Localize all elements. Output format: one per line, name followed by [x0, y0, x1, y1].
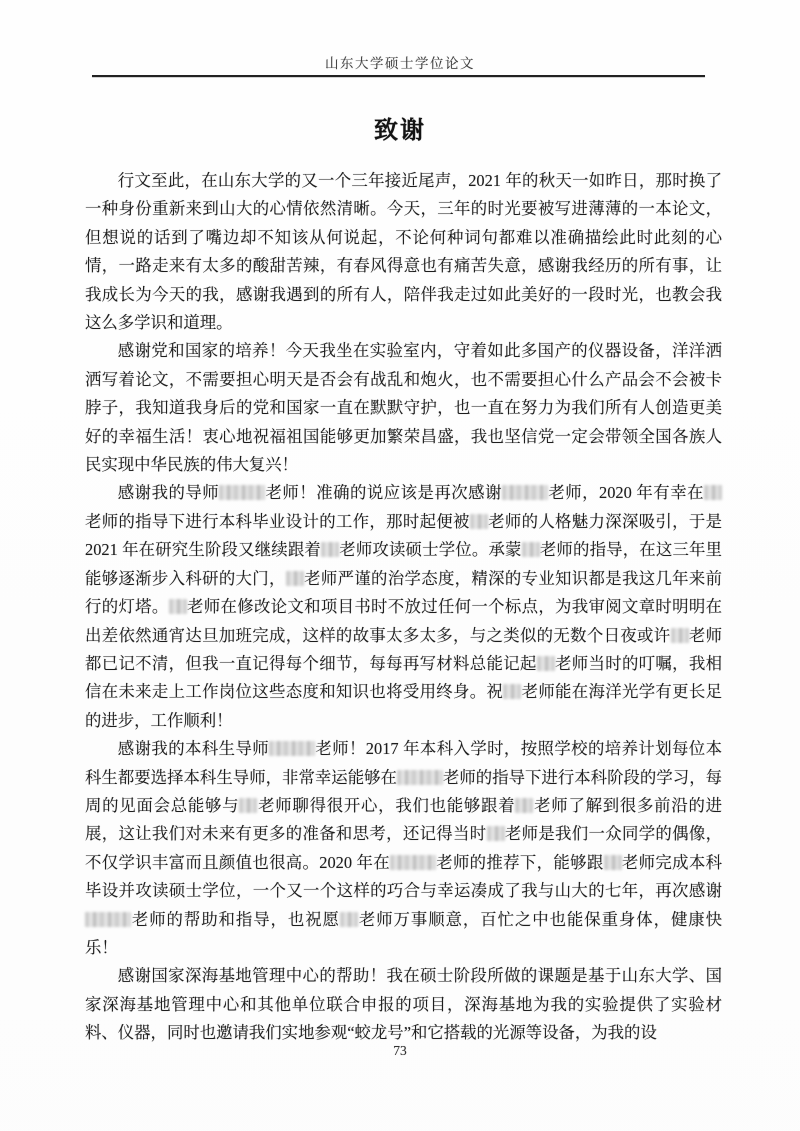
running-header-title: 山东大学硕士学位论文: [325, 56, 475, 71]
redacted-name-block: [397, 770, 443, 785]
redacted-name-block: [515, 798, 533, 813]
redacted-name-block: [487, 826, 505, 841]
paragraph: 感谢我的导师 老师！准确的说应该是再次感谢 老师，2020 年有幸在老师的指导下进行本科毕业设计的工作，那时起便被 老师的人格魅力深深吸引，于是 2021 年在研究生阶段又继续跟着 老师攻读硕士学位。承蒙 老师的指导，在这三年里能够逐渐步入科研的大门， 老师严谨的治学态度，精深的专业知识都是我这几年来前行的灯塔。 老师在修改论文和项目书时不放过任何一个标点，为我审阅文章时明明在出差依然通宵达旦加班完成，这样的故事太多太多，与之类似的无数个日夜或许 老师都已记不清，但我一直记得每个细节，每每再写材料总能记起 老师当时的叮嘱，我相信在未来走上工作岗位这些态度和知识也将受用终身。祝 老师能在海洋光学有更长足的进步，工作顺利！: [85, 483, 723, 730]
redacted-name-block: [239, 798, 257, 813]
redacted-name-block: [390, 855, 436, 870]
paragraph: 感谢国家深海基地管理中心的帮助！我在硕士阶段所做的课题是基于山东大学、国家深海基地管理中心和其他单位联合申报的项目，深海基地为我的实验提供了实验材料、仪器，同时也邀请我们实地参观“蛟龙号”和它搭载的光源等设备，为我的设: [85, 966, 722, 1043]
acknowledgement-body: [85, 167, 722, 1048]
redacted-name-block: [286, 571, 304, 586]
paragraph: 行文至此，在山东大学的又一个三年接近尾声，2021 年的秋天一如昨日，那时换了一种身份重新来到山大的心情依然清晰。今天，三年的时光要被写进薄薄的一本论文，但想说的话到了嘴边却不知该从何说起，不论何种词句都难以准确描绘此时此刻的心情，一路走来有太多的酸甜苦辣，有春风得意也有痛苦失意，感谢我经历的所有事，让我成长为今天的我，感谢我遇到的所有人，陪伴我走过如此美好的一段时光，也教会我这么多学识和道理。: [85, 171, 722, 333]
redacted-name-block: [470, 514, 488, 529]
redacted-name-block: [503, 684, 521, 699]
redacted-name-block: [522, 542, 540, 557]
redacted-name-block: [169, 599, 187, 614]
redacted-name-block: [671, 628, 689, 643]
redacted-name-block: [704, 485, 722, 500]
paragraph: 感谢党和国家的培养！今天我坐在实验室内，守着如此多国产的仪器设备，洋洋洒洒写着论文，不需要担心明天是否会有战乱和炮火，也不需要担心什么产品会不会被卡脖子，我知道我身后的党和国家一直在默默守护，也一直在努力为我们所有人创造更美好的幸福生活！衷心地祝福祖国能够更加繁荣昌盛，我也坚信党一定会带领全国各族人民实现中华民族的伟大复兴！: [85, 341, 722, 475]
redacted-name-block: [85, 912, 131, 927]
redacted-name-block: [321, 542, 339, 557]
page-title: 致谢: [374, 118, 426, 144]
page-number: 73: [393, 1043, 407, 1058]
redacted-name-block: [340, 912, 358, 927]
redacted-name-block: [537, 656, 555, 671]
redacted-name-block: [219, 485, 265, 500]
header-rule-divider: [92, 75, 705, 77]
redacted-name-block: [502, 485, 548, 500]
redacted-name-block: [604, 855, 622, 870]
paragraph: 感谢我的本科生导师 老师！2017 年本科入学时，按照学校的培养计划每位本科生都要选择本科生导师，非常幸运能够在 老师的指导下进行本科阶段的学习，每周的见面会总能够与 老师聊得很开心，我们也能够跟着 老师了解到很多前沿的进展，这让我们对未来有更多的准备和思考，还记得当时 老师是我们一众同学的偶像，不仅学识丰富而且颜值也很高。2020 年在 老师的推荐下，能够跟 老师完成本科毕设并攻读硕士学位，一个又一个这样的巧合与幸运凑成了我与山大的七年，再次感谢老师的帮助和指导，也祝愿 老师万事顺意，百忙之中也能保重身体，健康快乐！: [85, 739, 723, 957]
redacted-name-block: [269, 741, 315, 756]
